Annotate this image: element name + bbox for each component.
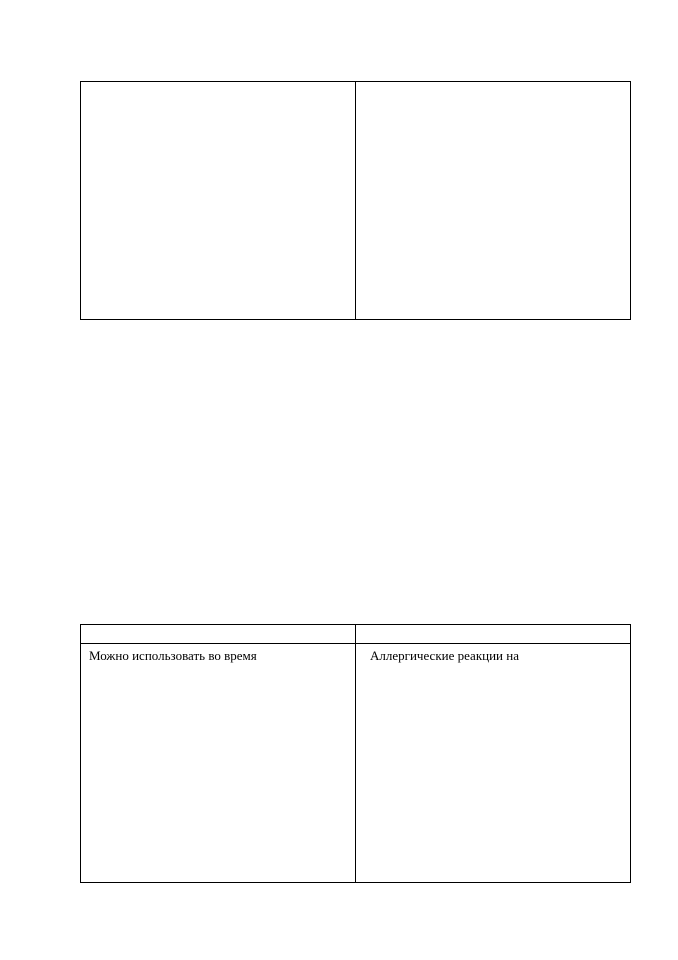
header-text [356,625,630,629]
table-row [81,644,631,883]
table-row [81,82,631,320]
table-header-row [81,625,631,644]
cell-text-pregnancy-use: Можно использовать во время [89,648,257,663]
header-cell-left [81,625,356,644]
cell-text [356,82,630,86]
bottom-table [80,624,631,883]
top-table [80,81,631,320]
cell-text [81,82,355,86]
table-cell-right [356,82,631,320]
table-cell-left [81,82,356,320]
cell-text-allergic-reactions: Аллергические реакции на [370,648,519,663]
table-cell-right [356,644,631,883]
table-cell-left [81,644,356,883]
header-text [81,625,355,629]
header-cell-right [356,625,631,644]
